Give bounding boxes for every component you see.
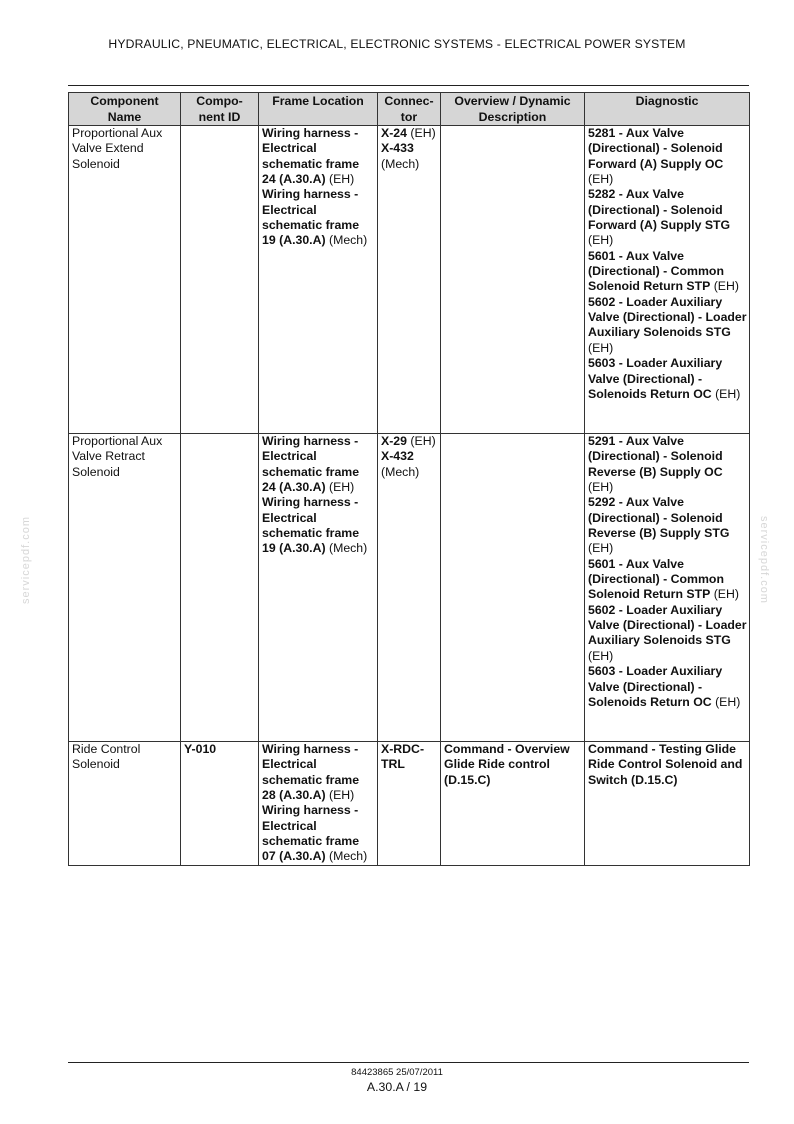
frame-location-variant: (EH) [325,788,355,803]
diagnostic-code: 5281 - Aux Valve (Directional) - Solenoid Forward (A) Supply OC [588,126,724,171]
diagnostic-code: 5292 - Aux Valve (Directional) - Solenoid Reverse (B) Supply STG [588,495,730,541]
diagnostic-code: 5603 - Loader Auxiliary Valve (Directional) - Solenoids Return OC [588,664,723,709]
footer-page-number: A.30.A / 19 [366,1080,428,1094]
connector-variant: (EH) [406,126,436,140]
cell-component-id [181,434,259,742]
connector-id: X-RDC-TRL [381,742,425,772]
diagnostic-code: 5603 - Loader Auxiliary Valve (Directional) - Solenoids Return OC [588,356,723,401]
connector-variant: (Mech) [381,156,420,171]
diagnostic-code: 5291 - Aux Valve (Directional) - Solenoid Reverse (B) Supply OC [588,434,723,479]
connector-id: X-432 [381,449,414,464]
cell-component-id [181,126,259,434]
diagnostic-variant: (EH) [711,694,741,709]
diagnostic-code: Command - Testing Glide Ride Control Solenoid and Switch (D.15.C) [588,742,743,787]
cell-frame-location [259,126,378,434]
diagnostic-variant: (EH) [588,340,614,355]
cell-component-id: Y-010 [181,742,259,866]
cell-connector [378,742,441,866]
connector-variant: (Mech) [381,464,420,479]
cell-component-name: Proportional Aux Valve Retract Solenoid [69,434,181,742]
frame-location-variant: (Mech) [325,541,368,556]
header-overview: Overview / Dynamic Description [441,93,585,126]
cell-connector [378,126,441,434]
diagnostic-variant: (EH) [711,386,741,401]
cell-diagnostic [585,434,750,742]
diagnostic-code: 5602 - Loader Auxiliary Valve (Directional) - Loader Auxiliary Solenoids STG [588,294,747,340]
diagnostic-code: 5602 - Loader Auxiliary Valve (Directional) - Loader Auxiliary Solenoids STG [588,602,747,648]
table-row [69,434,750,742]
diagnostic-variant: (EH) [588,233,614,248]
header-connector: Connec- tor [378,93,441,126]
diagnostic-variant: (EH) [588,648,614,663]
table-row [69,126,750,434]
frame-location-text: Wiring harness - Electrical schematic frame 24 (A.30.A) [262,126,360,187]
connector-id: X-24 [381,126,407,140]
diagnostic-code: 5601 - Aux Valve (Directional) - Common Solenoid Return STP [588,556,724,602]
cell-component-name: Ride Control Solenoid [69,742,181,866]
header-component-id: Compo- nent ID [181,93,259,126]
frame-location-text: Wiring harness - Electrical schematic frame 24 (A.30.A) [262,434,360,495]
frame-location-variant: (EH) [325,172,355,187]
cell-overview [441,126,585,434]
cell-connector [378,434,441,742]
watermark-left: servicepdf.com [20,516,32,604]
cell-overview [441,434,585,742]
page-header-title: HYDRAULIC, PNEUMATIC, ELECTRICAL, ELECTRONIC SYSTEMS - ELECTRICAL POWER SYSTEM [108,37,686,51]
footer-rule [68,1062,749,1063]
diagnostic-variant: (EH) [588,541,614,556]
footer-doc-reference: 84423865 25/07/2011 [351,1067,443,1078]
diagnostic-code: 5601 - Aux Valve (Directional) - Common Solenoid Return STP [588,248,724,294]
header-rule [68,85,749,86]
cell-diagnostic [585,126,750,434]
cell-component-name: Proportional Aux Valve Extend Solenoid [69,126,181,434]
table-header [69,93,750,126]
diagnostic-variant: (EH) [710,587,739,602]
cell-overview: Command - Overview Glide Ride control (D.15.C) [441,742,585,866]
connector-variant: (EH) [406,434,436,448]
diagnostic-code: 5282 - Aux Valve (Directional) - Solenoid Forward (A) Supply STG [588,187,731,233]
header-diagnostic: Diagnostic [585,93,750,126]
cell-frame-location [259,434,378,742]
frame-location-variant: (Mech) [325,233,368,248]
frame-location-text: Wiring harness - Electrical schematic frame 19 (A.30.A) [262,187,360,248]
diagnostic-variant: (EH) [588,172,614,187]
frame-location-text: Wiring harness - Electrical schematic frame 07 (A.30.A) [262,803,360,864]
cell-diagnostic [585,742,750,866]
diagnostic-variant: (EH) [588,480,614,495]
header-component-name: Component Name [69,93,181,126]
component-table [68,92,750,866]
connector-id: X-433 [381,141,414,156]
frame-location-text: Wiring harness - Electrical schematic frame 28 (A.30.A) [262,742,360,803]
table-row [69,742,750,866]
frame-location-variant: (EH) [325,480,355,495]
connector-id: X-29 [381,434,407,448]
watermark-right: servicepdf.com [758,516,770,604]
cell-frame-location [259,742,378,866]
diagnostic-variant: (EH) [710,279,739,294]
frame-location-variant: (Mech) [325,849,368,864]
frame-location-text: Wiring harness - Electrical schematic frame 19 (A.30.A) [262,495,360,556]
header-frame-location: Frame Location [259,93,378,126]
